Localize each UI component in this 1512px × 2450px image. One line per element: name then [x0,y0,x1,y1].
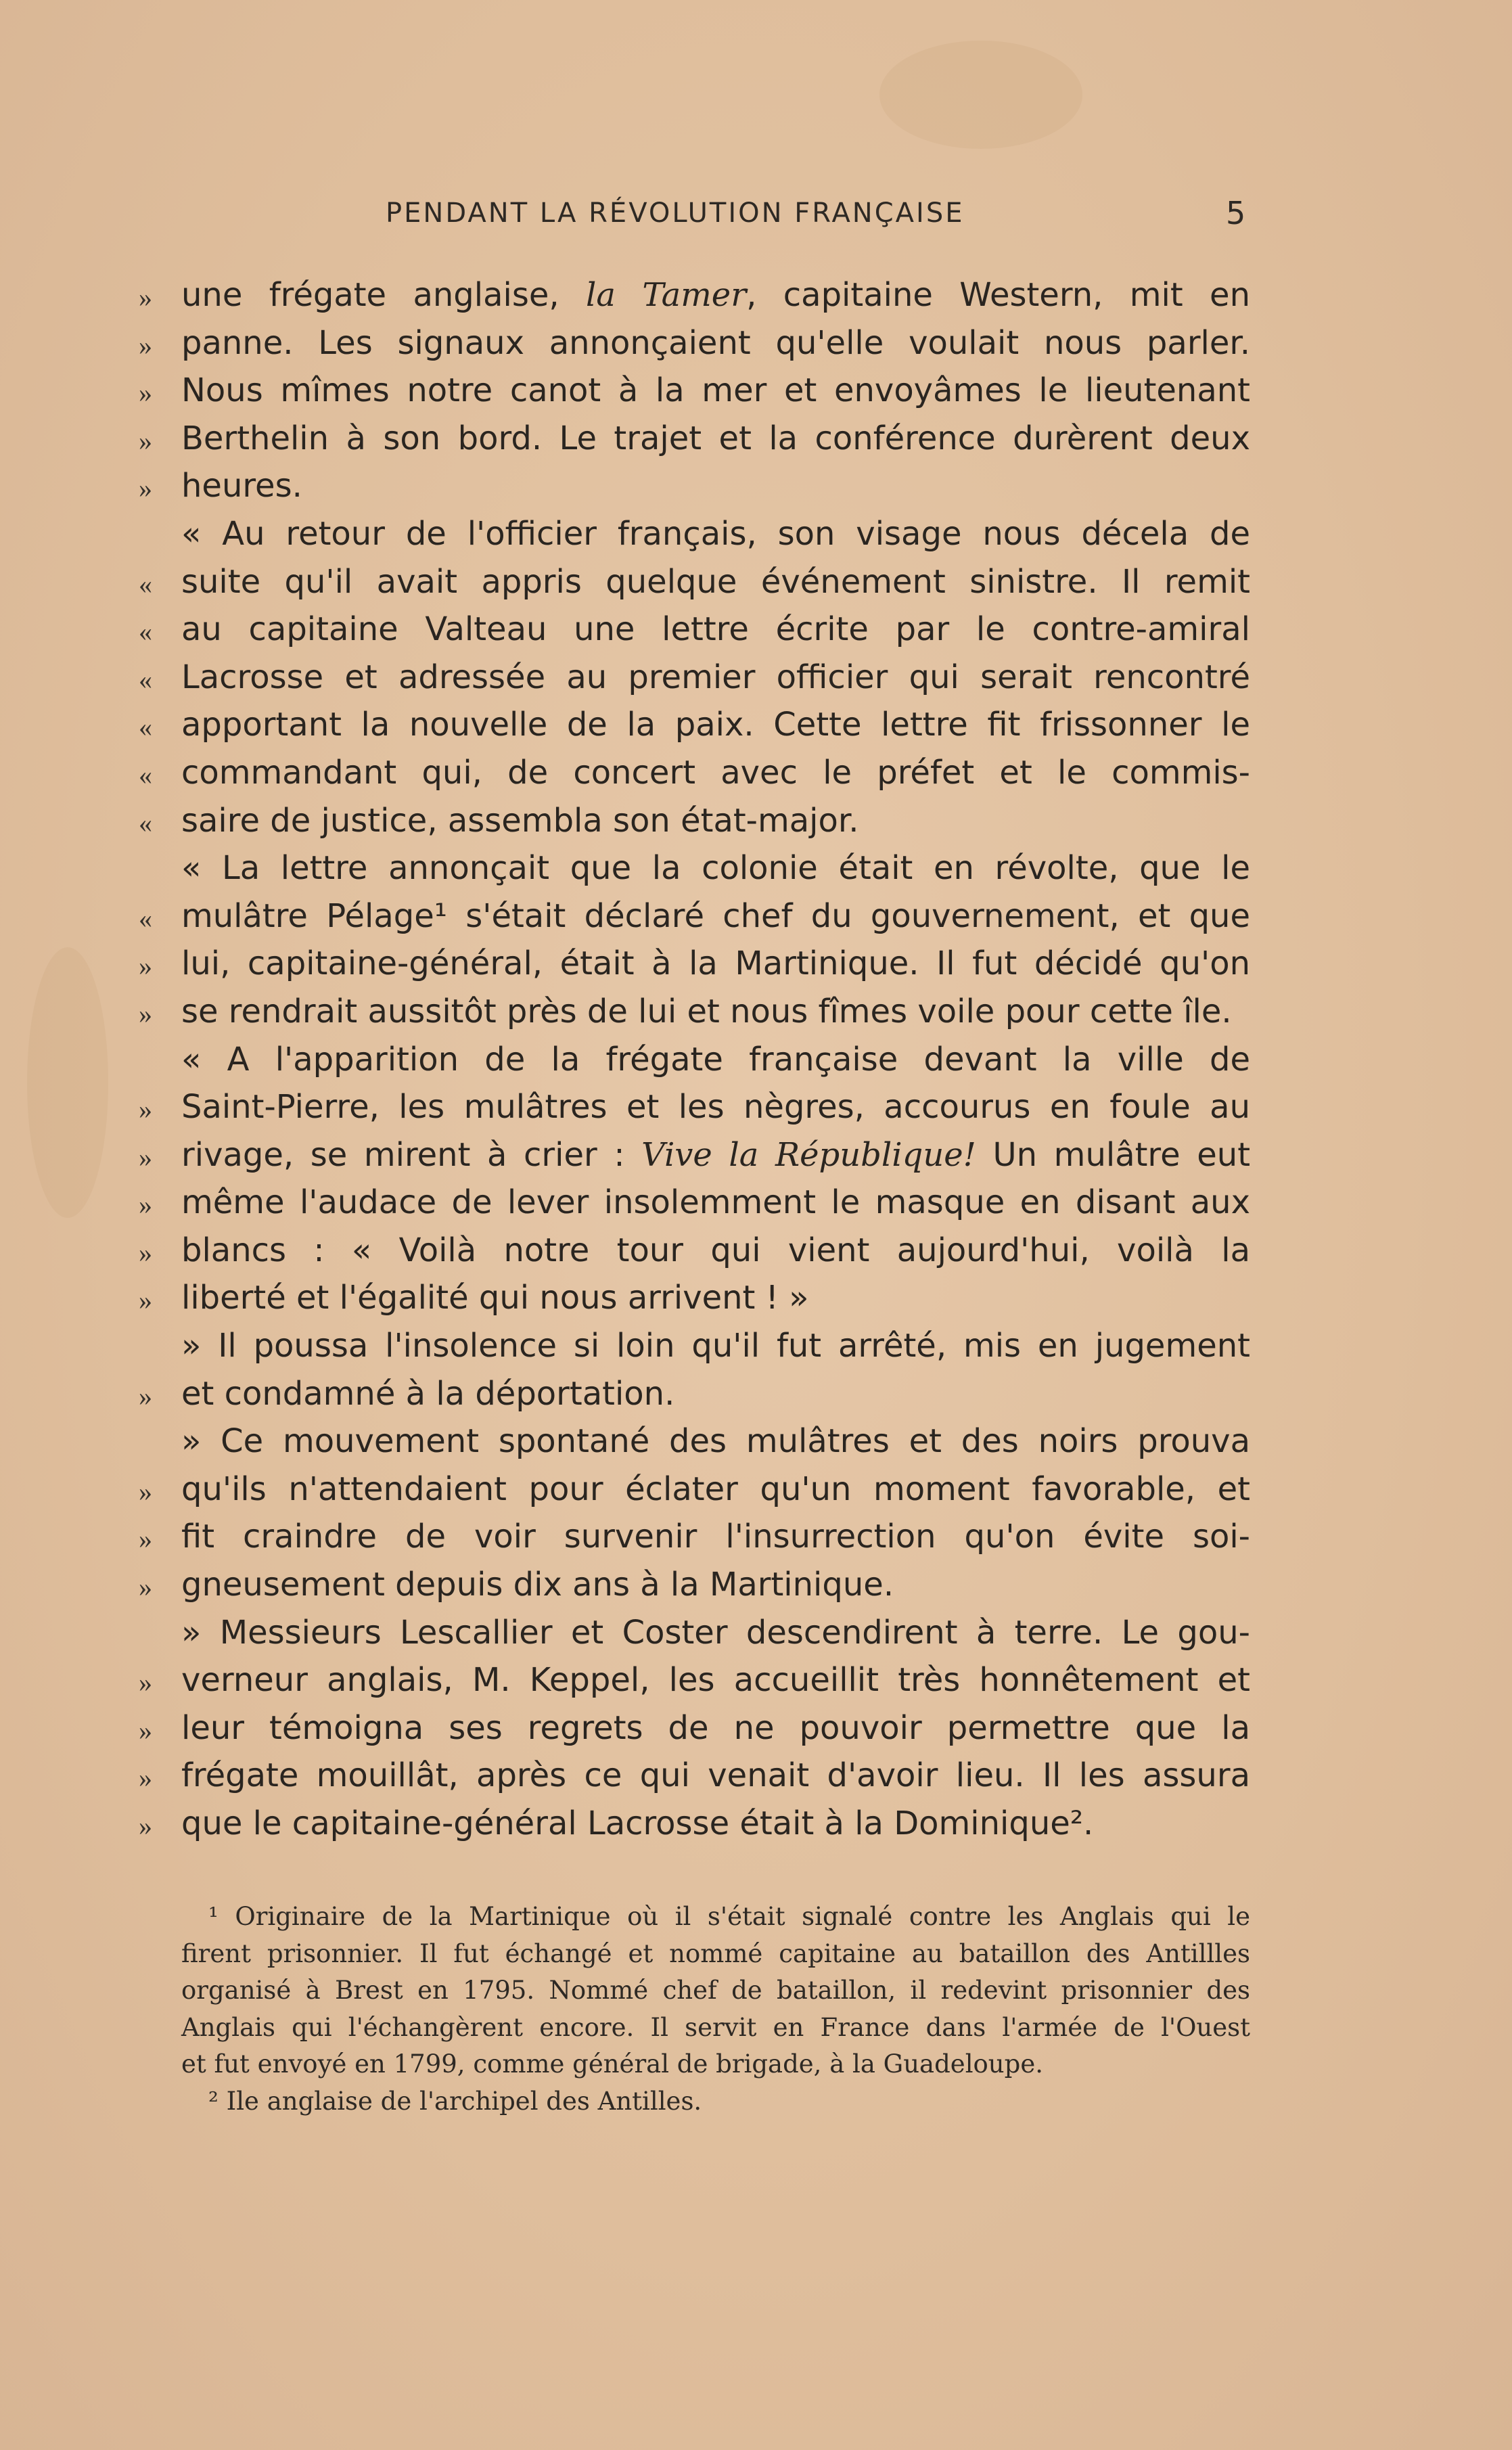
line-text [181,1614,1250,1652]
line-text-part: verneur anglais, M. Keppel, les accueillit très honnêtement et [181,1661,1250,1700]
line-text-part: » Messieurs Lescallier et Coster descendirent à terre. Le gou- [181,1613,1250,1652]
line-text-part: » Ce mouvement spontané des mulâtres et des noirs prouva [181,1422,1250,1461]
body-text [0,271,1512,1847]
line-text [181,754,1250,792]
text-line [0,939,1512,987]
text-line [0,1608,1512,1656]
quote-mark: » [139,1094,152,1125]
quote-mark: « [139,807,152,838]
footnote-line: firent prisonnier. Il fut échangé et nommé capitaine au bataillon des Antillles [181,1938,1250,1968]
line-text-part: Berthelin à son bord. Le trajet et la conférence durèrent deux [181,419,1250,457]
line-text-part: gneusement depuis dix ans à la Martinique. [181,1566,894,1604]
text-line [0,1226,1512,1274]
quote-mark: » [139,1524,152,1555]
text-line [0,1083,1512,1131]
text-line [0,414,1512,462]
text-line [0,844,1512,892]
quote-mark: » [139,1237,152,1268]
quote-mark: » [139,1667,152,1698]
line-text-part: fit craindre de voir survenir l'insurrection qu'on évite soi- [181,1518,1250,1556]
page-number: 5 [1226,195,1246,231]
line-text-part: panne. Les signaux annonçaient qu'elle voulait nous parler. [181,323,1250,362]
paper-stain [879,41,1082,149]
text-line [0,1560,1512,1608]
line-text [181,945,1250,982]
quote-mark: » [139,1380,152,1411]
quote-mark: » [139,1572,152,1603]
quote-mark: » [139,1715,152,1746]
quote-mark: » [139,1285,152,1316]
text-line [0,653,1512,701]
text-line [0,1131,1512,1179]
line-text [181,993,1250,1030]
text-line [0,461,1512,509]
line-text-part: blancs : « Voilà notre tour qui vient aujourd'hui, voilà la [181,1231,1250,1269]
line-text [181,1088,1250,1126]
quote-mark: » [139,998,152,1029]
text-line [0,366,1512,414]
line-text [181,1709,1250,1747]
running-header [0,195,1512,238]
line-text-part: liberté et l'égalité qui nous arrivent ! » [181,1279,809,1317]
line-text-part: qu'ils n'attendaient pour éclater qu'un moment favorable, et [181,1470,1250,1508]
text-line [0,271,1512,319]
text-line [0,1751,1512,1799]
text-line [0,319,1512,367]
text-line [0,1417,1512,1465]
line-text [181,1327,1250,1365]
text-line [0,892,1512,940]
quote-mark: » [139,1189,152,1221]
line-text [181,1518,1250,1556]
line-text-part: suite qu'il avait appris quelque événement sinistre. Il remit [181,562,1250,601]
quote-mark: » [139,330,152,361]
text-line [0,1178,1512,1226]
line-text [181,276,1250,314]
text-line [0,558,1512,606]
line-text [181,1041,1250,1079]
line-text-part: même l'audace de lever insolemment le masque en disant aux [181,1183,1250,1222]
line-text [181,897,1250,935]
text-line [0,700,1512,748]
line-text-part: apportant la nouvelle de la paix. Cette lettre fit frissonner le [181,706,1250,744]
quote-mark: » [139,1811,152,1841]
quote-mark: « [139,616,152,648]
quote-mark: « [139,664,152,695]
footnotes [181,1900,1250,2121]
line-text [181,706,1250,744]
text-line [0,1656,1512,1704]
quote-mark: » [139,1763,152,1794]
line-text [181,1566,1250,1604]
footnote-line: et fut envoyé en 1799, comme général de brigade, à la Guadeloupe. [181,2049,1043,2079]
line-text-part: » Il poussa l'insolence si loin qu'il fut arrêté, mis en jugement [181,1327,1250,1365]
line-text-part: se rendrait aussitôt près de lui et nous fîmes voile pour cette île. [181,992,1232,1030]
line-text-part: saire de justice, assembla son état-major. [181,801,859,840]
line-text-part: « La lettre annonçait que la colonie était en révolte, que le [181,849,1250,888]
quote-mark: » [139,951,152,982]
line-text-part: Nous mîmes notre canot à la mer et envoyâmes le lieutenant [181,371,1250,410]
text-line [0,1465,1512,1513]
running-title: PENDANT LA RÉVOLUTION FRANÇAISE [386,198,965,229]
quote-mark: « [139,759,152,790]
text-line [0,1704,1512,1752]
footnote-line: ² Ile anglaise de l'archipel des Antilles. [208,2086,702,2116]
italic-text: la Tamer [586,276,747,314]
text-line [0,509,1512,558]
line-text [181,849,1250,887]
text-line [0,1035,1512,1083]
line-text-part: mulâtre Pélage¹ s'était déclaré chef du gouvernement, et que [181,897,1250,935]
quote-mark: « [139,903,152,934]
text-line [0,1512,1512,1560]
line-text-part: lui, capitaine-général, était à la Martinique. Il fut décidé qu'on [181,945,1250,983]
text-line [0,796,1512,844]
text-line [0,1273,1512,1321]
quote-mark: » [139,425,152,456]
line-text [181,1470,1250,1508]
line-text-part: « Au retour de l'officier français, son visage nous décela de [181,514,1250,553]
line-text [181,371,1250,409]
text-line [0,605,1512,653]
line-text-part: , capitaine Western, mit en [746,276,1251,314]
line-text [181,802,1250,840]
footnote-line: organisé à Brest en 1795. Nommé chef de bataillon, il redevint prisonnier des [181,1976,1250,2005]
quote-mark: « [139,712,152,743]
line-text-part: et condamné à la déportation. [181,1374,675,1413]
footnote-line: ¹ Originaire de la Martinique où il s'était signalé contre les Anglais qui le [208,1902,1250,1931]
line-text-part: que le capitaine-général Lacrosse était à la Dominique². [181,1805,1094,1842]
line-text [181,515,1250,553]
line-text-part: Saint-Pierre, les mulâtres et les nègres, accourus en foule au [181,1088,1250,1127]
line-text-part: au capitaine Valteau une lettre écrite par le contre-amiral [181,610,1250,649]
italic-text: Vive la République! [641,1135,976,1174]
line-text [181,1136,1250,1174]
text-line [0,987,1512,1035]
text-line [0,1799,1512,1847]
line-text [181,1422,1250,1460]
line-text-part: heures. [181,467,302,505]
quote-mark: » [139,378,152,409]
line-text-part: rivage, se mirent à crier : [181,1135,642,1174]
line-text-part: une frégate anglaise, [181,276,587,314]
quote-mark: » [139,473,152,504]
quote-mark: » [139,1141,152,1173]
text-line [0,1369,1512,1417]
line-text-part: leur témoigna ses regrets de ne pouvoir permettre que la [181,1708,1250,1747]
line-text-part: commandant qui, de concert avec le préfet et le commis- [181,753,1250,792]
line-text [181,1279,1250,1317]
line-text-part: Lacrosse et adressée au premier officier qui serait rencontré [181,658,1250,696]
line-text-part: « A l'apparition de la frégate française devant la ville de [181,1040,1250,1079]
line-text [181,1756,1250,1794]
line-text [181,1183,1250,1221]
footnote-line: Anglais qui l'échangèrent encore. Il servit en France dans l'armée de l'Ouest [181,2012,1250,2042]
text-line [0,1321,1512,1369]
line-text [181,467,1250,505]
line-text [181,610,1250,648]
quote-mark: » [139,282,152,313]
line-text [181,324,1250,362]
quote-mark: » [139,1476,152,1507]
text-line [0,748,1512,796]
line-text [181,1231,1250,1269]
line-text-part: Un mulâtre eut [976,1135,1251,1174]
line-text-part: frégate mouillât, après ce qui venait d'avoir lieu. Il les assura [181,1756,1250,1795]
line-text [181,1661,1250,1699]
line-text [181,1805,1250,1842]
line-text [181,658,1250,696]
line-text [181,563,1250,601]
quote-mark: « [139,568,152,599]
line-text [181,1375,1250,1413]
line-text [181,419,1250,457]
